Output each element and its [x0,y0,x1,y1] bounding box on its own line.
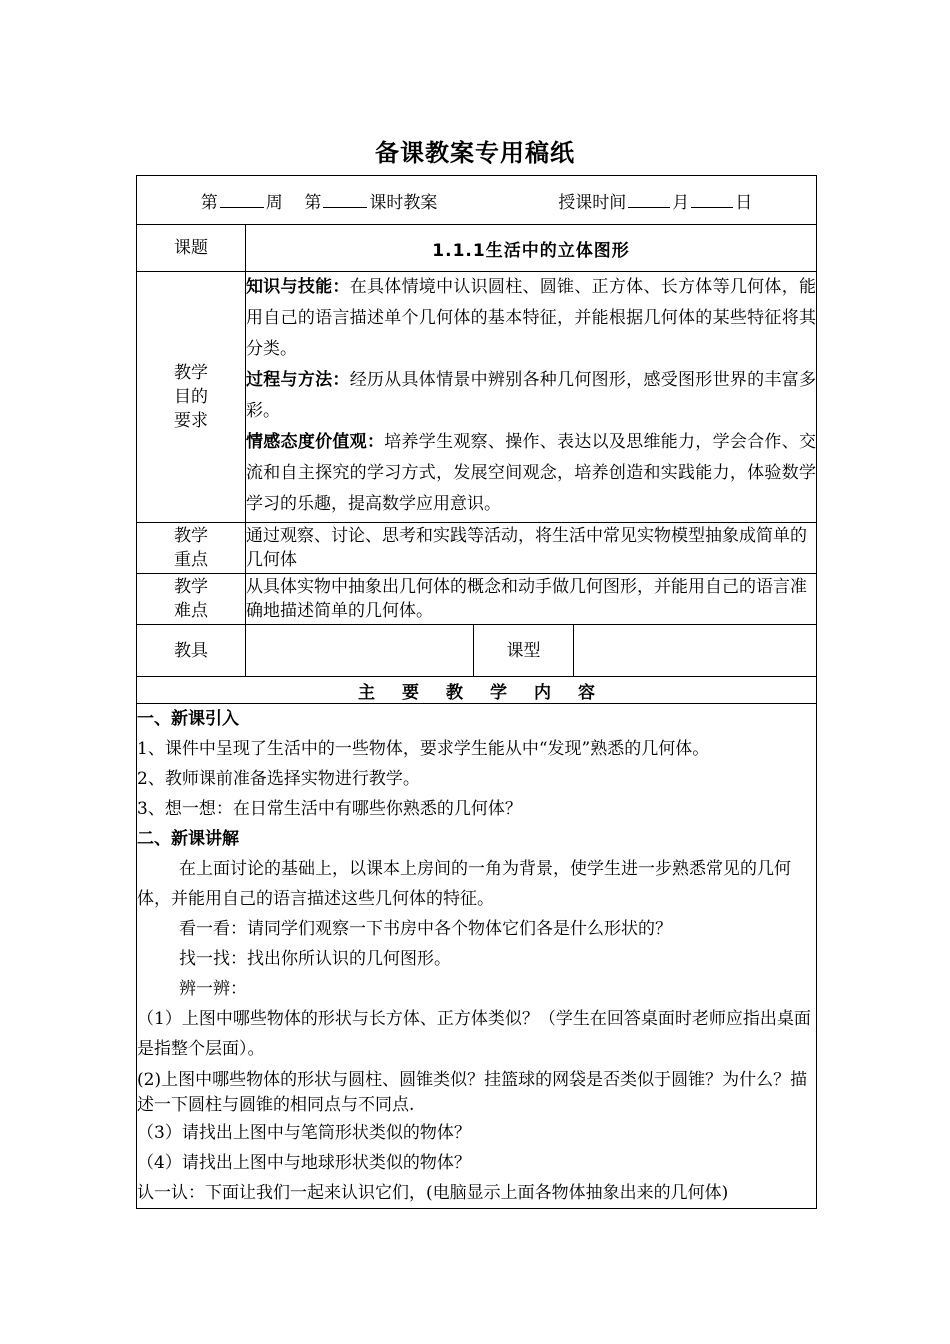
section2-find: 找一找：找出你所认识的几何图形。 [179,949,451,969]
month-label: 月 [672,192,690,213]
objective-process-text: 经历从具体情景中辨别各种几何图形，感受图形世界的丰富多彩。 [246,370,816,421]
week-suffix: 周 [265,192,283,213]
key-points-text: 通过观察、讨论、思考和实践等活动，将生活中常见实物模型抽象成简单的几何体 [246,523,817,574]
lesson-blank[interactable] [323,206,367,208]
main-content-heading: 主要教学内容 [137,677,817,704]
lesson-suffix: 课时教案 [369,192,438,213]
section1-line: 1、课件中呈现了生活中的一些物体，要求学生能从中“发现”熟悉的几何体。 [137,739,710,759]
section2-intro: 在上面讨论的基础上，以课本上房间的一角为背景，使学生进一步熟悉常见的几何体，并能用自己的语言描述这些几何体的特征。 [137,859,791,909]
objective-process-head: 过程与方法： [246,370,350,390]
key-points-label-line: 教学 [174,526,208,546]
main-content-heading-row [137,677,817,704]
section2-heading: 二、新课讲解 [137,829,239,849]
section2-distinguish: 辨一辨： [179,979,247,999]
question-4: （4）请找出上图中与地球形状类似的物体？ [137,1153,471,1173]
objective-process [246,365,816,427]
difficulties-label [137,574,246,625]
question-2: (2)上图中哪些物体的形状与圆柱、圆锥类似？挂篮球的网袋是否类似于圆锥？为什么？描述一下圆柱与圆锥的相同点与不同点. [137,1070,808,1115]
document-title: 备课教案专用稿纸 [375,139,575,167]
section2-recognize: 认一认：下面让我们一起来认识它们，(电脑显示上面各物体抽象出来的几何体) [137,1183,729,1203]
lesson-prefix: 第 [304,192,322,213]
section2-look: 看一看：请同学们观察一下书房中各个物体它们各是什么形状的？ [179,919,672,939]
header-cell [137,176,817,225]
section1-heading: 一、新课引入 [137,709,239,729]
question-3: （3）请找出上图中与笔筒形状类似的物体？ [137,1123,471,1143]
topic-value: 1.1.1生活中的立体图形 [246,225,817,272]
objective-knowledge [246,272,816,365]
difficulties-row [137,574,817,625]
topic-label: 课题 [137,225,246,272]
objectives-row [137,272,817,523]
objectives-label [137,272,246,523]
objectives-content [246,272,817,523]
main-content-row [137,704,817,1209]
month-blank[interactable] [628,206,670,208]
key-points-label-line: 重点 [174,550,208,570]
tools-row [137,625,817,677]
difficulties-label-line: 难点 [174,601,208,621]
objective-knowledge-head: 知识与技能： [246,277,350,297]
tools-label: 教具 [137,625,246,677]
key-points-label [137,523,246,574]
main-content [137,704,817,1209]
objective-attitude [246,427,816,520]
teaching-time-label: 授课时间 [558,192,627,213]
topic-row [137,225,817,272]
day-blank[interactable] [691,206,733,208]
lesson-plan-table [136,175,817,1209]
objective-attitude-text: 培养学生观察、操作、表达以及思维能力，学会合作、交流和自主探究的学习方式，发展空间观念，培养创造和实践能力，体验数学学习的乐趣，提高数学应用意识。 [246,432,816,514]
tools-value[interactable] [246,625,474,677]
week-prefix: 第 [200,192,218,213]
objectives-label-line: 要求 [174,411,208,431]
objectives-label-line: 教学 [174,363,208,383]
day-label: 日 [735,192,753,213]
section1-line: 3、想一想：在日常生活中有哪些你熟悉的几何体？ [137,799,522,819]
difficulties-text: 从具体实物中抽象出几何体的概念和动手做几何图形，并能用自己的语言准确地描述简单的几何体。 [246,574,817,625]
week-blank[interactable] [220,206,264,208]
header-row [137,176,817,225]
objective-attitude-head: 情感态度价值观： [246,432,385,452]
objectives-label-line: 目的 [174,387,208,407]
lesson-type-value[interactable] [574,625,817,677]
question-1: （1）上图中哪些物体的形状与长方体、正方体类似？（学生在回答桌面时老师应指出桌面是指整个层面）。 [137,1009,811,1059]
key-points-row [137,523,817,574]
lesson-type-label: 课型 [474,625,574,677]
difficulties-label-line: 教学 [174,577,208,597]
objective-knowledge-text: 在具体情境中认识圆柱、圆锥、正方体、长方体等几何体，能用自己的语言描述单个几何体的基本特征，并能根据几何体的某些特征将其分类。 [246,277,816,359]
section1-line: 2、教师课前准备选择实物进行教学。 [137,769,420,789]
